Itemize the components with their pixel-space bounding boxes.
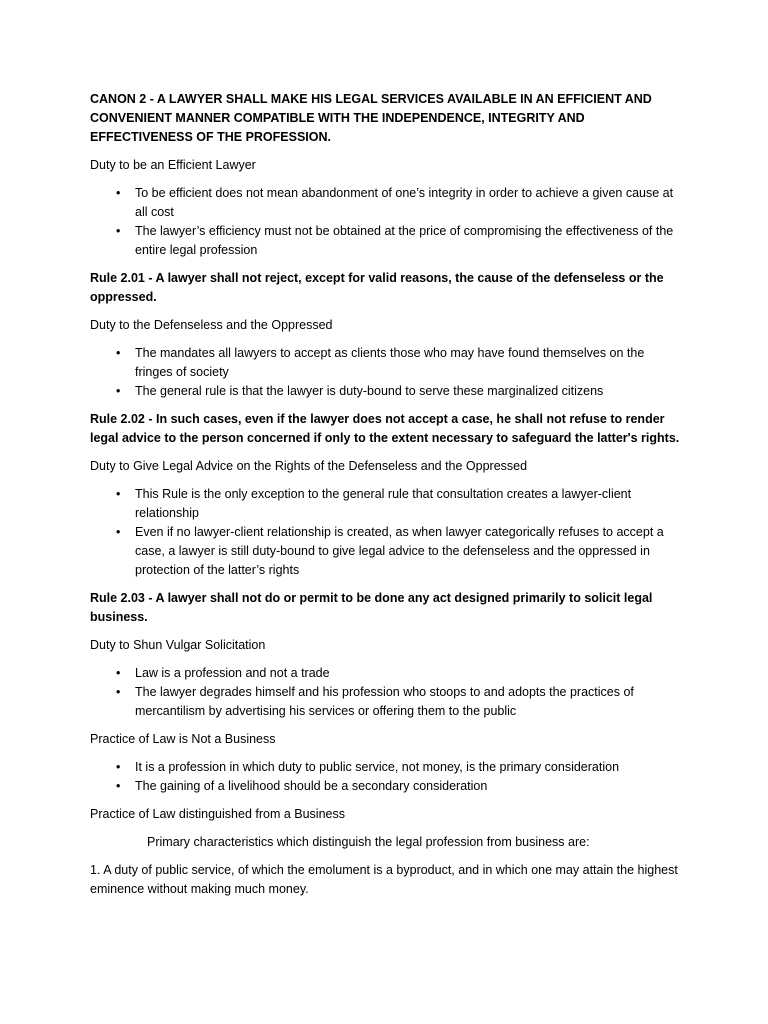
bullet-icon: • — [116, 760, 121, 774]
section-heading-defenseless: Duty to the Defenseless and the Oppressed — [90, 318, 333, 332]
distinguished-intro: Primary characteristics which distinguish the legal profession from business are: — [147, 835, 590, 849]
bullet-icon: • — [116, 224, 121, 238]
list-item — [90, 664, 680, 683]
list-item — [90, 382, 680, 401]
list-item — [90, 777, 680, 796]
list-item-text: To be efficient does not mean abandonment of one’s integrity in order to achieve a given cause at all cost — [135, 186, 674, 219]
rule-2-02: Rule 2.02 - In such cases, even if the lawyer does not accept a case, he shall not refuse to render legal advice to the person concerned if only to the extent necessary to safeguard the latter's rights. — [90, 412, 680, 445]
document-page — [90, 90, 680, 908]
bullet-list-efficient-lawyer — [90, 184, 680, 260]
list-item-text: The gaining of a livelihood should be a secondary consideration — [135, 779, 488, 793]
list-item — [90, 683, 680, 721]
bullet-icon: • — [116, 685, 121, 699]
section-heading-efficient-lawyer: Duty to be an Efficient Lawyer — [90, 158, 256, 172]
list-item — [90, 758, 680, 777]
list-item — [90, 184, 680, 222]
section-heading-distinguished: Practice of Law distinguished from a Business — [90, 807, 345, 821]
list-item-text: Law is a profession and not a trade — [135, 666, 330, 680]
section-heading-not-business: Practice of Law is Not a Business — [90, 732, 276, 746]
bullet-icon: • — [116, 384, 121, 398]
canon-heading: CANON 2 - A LAWYER SHALL MAKE HIS LEGAL SERVICES AVAILABLE IN AN EFFICIENT AND CONVENIENT MANNER COMPATIBLE WITH THE INDEPENDENCE, INTEGRITY AND EFFECTIVENESS OF THE PROFESSION. — [90, 92, 652, 144]
rule-2-01: Rule 2.01 - A lawyer shall not reject, except for valid reasons, the cause of the defenseless or the oppressed. — [90, 271, 664, 304]
bullet-list-defenseless — [90, 344, 680, 401]
list-item — [90, 222, 680, 260]
numbered-item-1: 1. A duty of public service, of which the emolument is a byproduct, and in which one may attain the highest eminence without making much money. — [90, 863, 678, 896]
list-item-text: The general rule is that the lawyer is duty-bound to serve these marginalized citizens — [135, 384, 604, 398]
list-item-text: The mandates all lawyers to accept as clients those who may have found themselves on the fringes of society — [135, 346, 645, 379]
bullet-icon: • — [116, 666, 121, 680]
section-heading-solicitation: Duty to Shun Vulgar Solicitation — [90, 638, 266, 652]
bullet-list-legal-advice — [90, 485, 680, 580]
bullet-list-solicitation — [90, 664, 680, 721]
list-item-text: The lawyer’s efficiency must not be obtained at the price of compromising the effectiveness of the entire legal profession — [135, 224, 674, 257]
list-item-text: It is a profession in which duty to public service, not money, is the primary consideration — [135, 760, 620, 774]
rule-2-03: Rule 2.03 - A lawyer shall not do or permit to be done any act designed primarily to solicit legal business. — [90, 591, 653, 624]
list-item — [90, 485, 680, 523]
list-item-text: Even if no lawyer-client relationship is created, as when lawyer categorically refuses to accept a case, a lawyer is still duty-bound to give legal advice to the defenseless and the oppressed in protection of the latter’s rights — [135, 525, 664, 577]
section-heading-legal-advice: Duty to Give Legal Advice on the Rights of the Defenseless and the Oppressed — [90, 459, 528, 473]
bullet-icon: • — [116, 487, 121, 501]
bullet-icon: • — [116, 779, 121, 793]
bullet-icon: • — [116, 525, 121, 539]
bullet-icon: • — [116, 186, 121, 200]
list-item — [90, 344, 680, 382]
bullet-list-not-business — [90, 758, 680, 796]
list-item — [90, 523, 680, 580]
list-item-text: This Rule is the only exception to the general rule that consultation creates a lawyer-client relationship — [135, 487, 632, 520]
bullet-icon: • — [116, 346, 121, 360]
list-item-text: The lawyer degrades himself and his profession who stoops to and adopts the practices of mercantilism by advertising his services or offering them to the public — [135, 685, 634, 718]
